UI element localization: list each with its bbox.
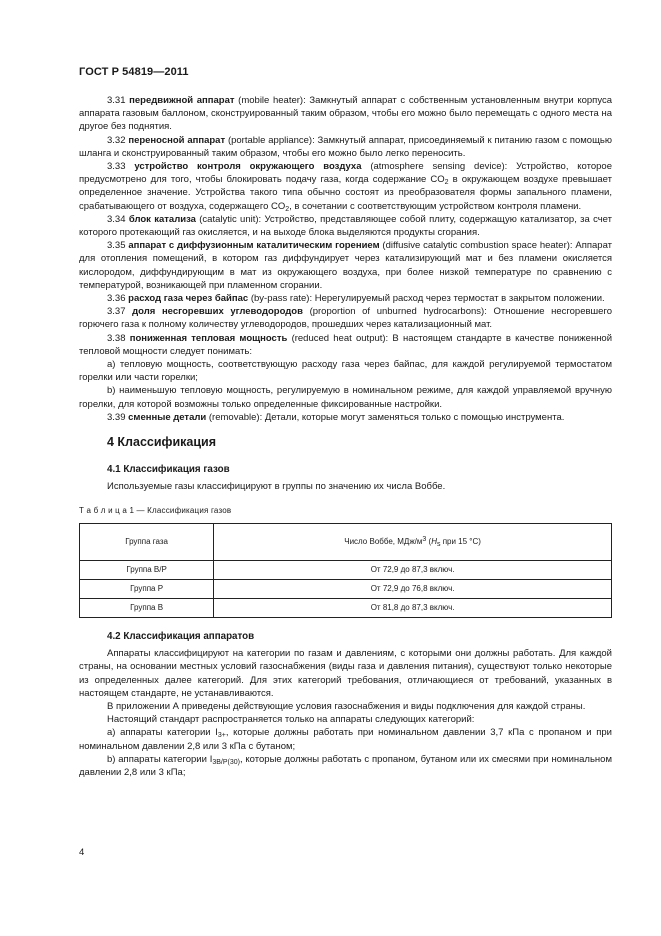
section-4-2-title: 4.2 Классификация аппаратов (107, 630, 255, 642)
table-row (80, 560, 612, 579)
table-header-wobbe: Число Воббе, МДж/$м^3$ ($H_s$ при 15 °С) (214, 523, 612, 560)
term-3-31: 3.31 передвижной аппарат (mobile heater): Замкнутый аппарат с собственным установленным внутри корпуса аппарата газовым баллоном, сконструированный таким образом, чтобы его можно было перемещать с одного места на другое без поднятия. (79, 95, 613, 133)
table-header-row (80, 523, 612, 560)
gas-classification-table (79, 523, 612, 618)
term-3-32: 3.32 переносной аппарат (portable appliance): Замкнутый аппарат, присоединяемый к питанию газом с помощью шланга и сконструированный таким образом, чтобы его можно было легко переносить. (79, 134, 612, 159)
table-cell-group: Группа B/P (80, 560, 214, 579)
table-cell-group: Группа B (80, 598, 214, 617)
term-3-38: 3.38 пониженная тепловая мощность (reduced heat output): В настоящем стандарте в качестве пониженной тепловой мощности следует понимать: (79, 332, 613, 357)
term-3-38-item-b: b) наименьшую тепловую мощность, регулируемую в номинальном режиме, для каждой управляемой вручную горелки, для которой возможны только определенные фиксированные настройки. (79, 385, 612, 410)
term-3-39: 3.39 сменные детали (removable): Детали, которые могут заменяться только с помощью инструмента. (107, 411, 565, 423)
table-1-caption: Т а б л и ц а 1 — Классификация газов (79, 505, 232, 515)
term-3-33: 3.33 устройство контроля окружающего воздуха (atmosphere sensing device): Устройство, которое предусмотрено для того, чтобы блокировать подачу газа, когда содержание $CO_2$ в окружающем воздухе превышает определенное значение. Устройства такого типа обычно состоят из преобразователя формы запального пламени, срабатывающего от воздуха, содержащего $CO_2$, в сочетании с соответствующим устройством контроля пламени. (79, 161, 613, 213)
term-3-38-item-a: a) тепловую мощность, соответствующую расходу газа через байпас, для каждой регулируемой термостатом горелки или части горелки; (79, 359, 612, 384)
term-3-34: 3.34 блок катализа (catalytic unit): Устройство, представляющее собой плиту, содержащую катализатор, за счет которого протекающий газ окисляется, и на выходе блока выделяются продукты сгорания. (79, 213, 612, 239)
section-4-2-item-a: a) аппараты категории $I_{3+}$, которые должны работать при номинальном давлении 3,7 кПа с пропаном и при номинальном давлении 2,8 или 3 кПа с бутаном; (79, 727, 612, 752)
section-4-2-para-1: Аппараты классифицируют на категории по газам и давлениям, с которыми они должны работать. Для каждой страны, на основании местных условий газоснабжения (виды газа и давления питания), существуют только некоторые из определенных далее категорий. Для этих категорий требования, отличающиеся от требований, указанных в настоящем стандарте, не устанавливаются. (79, 648, 612, 699)
term-3-36: 3.36 расход газа через байпас (by-pass rate): Нерегулируемый расход через термостат в закрытом положении. (107, 293, 605, 305)
table-cell-range: От 72,9 до 76,8 включ. (214, 579, 612, 598)
table-row (80, 579, 612, 598)
table-row (80, 598, 612, 617)
page-number: 4 (79, 847, 85, 858)
table-cell-range: От 72,9 до 87,3 включ. (214, 560, 612, 579)
standard-code-header: ГОСТ Р 54819—2011 (79, 66, 189, 78)
section-4-2-item-b: b) аппараты категории $I_{3B/P(30)}$, которые должны работать с пропаном, бутаном или их смесями при номинальном давлении 2,8 или 3 кПа; (79, 753, 612, 778)
section-4-1-text: Используемые газы классифицируют в группы по значению их числа Воббе. (107, 481, 446, 493)
table-header-group: Группа газа (80, 523, 214, 560)
table-cell-range: От 81,8 до 87,3 включ. (214, 598, 612, 617)
section-4-2-para-2: В приложении А приведены действующие условия газоснабжения и виды подключения для каждой страны. (107, 700, 586, 712)
page-body (79, 94, 612, 779)
section-4-2-para-3: Настоящий стандарт распространяется только на аппараты следующих категорий: (107, 714, 475, 726)
section-4-1-title: 4.1 Классификация газов (107, 464, 230, 476)
section-4-title: 4 Классификация (107, 435, 217, 450)
table-cell-group: Группа P (80, 579, 214, 598)
term-3-37: 3.37 доля несгоревших углеводородов (proportion of unburned hydrocarbons): Отношение несгоревшего горючего газа к полному количеству углеводородов, прошедших через катализационный мат. (79, 306, 612, 331)
term-3-35: 3.35 аппарат с диффузионным каталитическим горением (diffusive catalytic combustion space heater): Аппарат для отопления помещений, в котором газ диффундирует через катализирующий мат и без пламени окисляется кислородом, диффундирующим в мат из окружающего воздуха, при более низкой температуре по сравнению с температурой, возникающей при пламенном сгорании. (79, 240, 612, 291)
